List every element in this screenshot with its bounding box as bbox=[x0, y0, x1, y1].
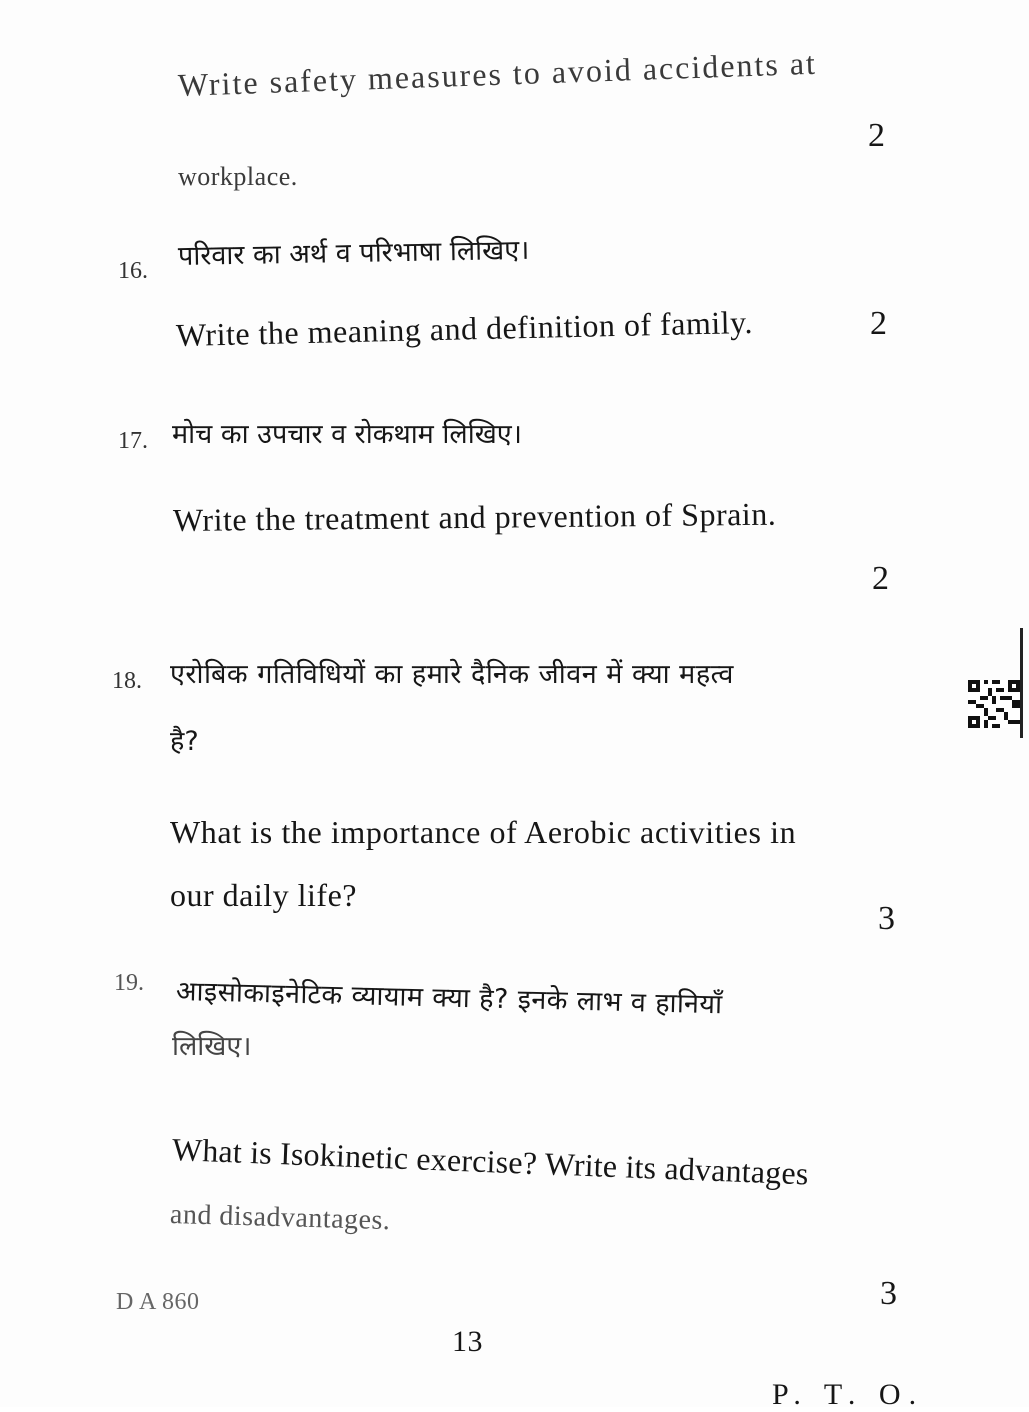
q19-hindi-line2: लिखिए। bbox=[172, 1031, 252, 1062]
qr-code-icon bbox=[968, 680, 1020, 728]
q18-number: 18. bbox=[112, 668, 142, 694]
q15-marks: 2 bbox=[868, 117, 885, 154]
q16-marks: 2 bbox=[870, 305, 887, 342]
q19-english-line2: and disadvantages. bbox=[169, 1199, 391, 1237]
q17-number: 17. bbox=[118, 428, 148, 454]
page-number: 13 bbox=[452, 1325, 483, 1358]
q17-hindi: मोच का उपचार व रोकथाम लिखिए। bbox=[172, 419, 522, 450]
q19-number: 19. bbox=[114, 970, 144, 996]
paper-code: D A 860 bbox=[116, 1289, 200, 1315]
q17-marks: 2 bbox=[872, 560, 889, 597]
q19-marks: 3 bbox=[880, 1275, 897, 1312]
q17-english: Write the treatment and prevention of Sprain. bbox=[172, 495, 777, 538]
q18-hindi-line1: एरोबिक गतिविधियों का हमारे दैनिक जीवन में क्या महत्व bbox=[170, 659, 734, 690]
q19-hindi-line1: आइसोकाइनेटिक व्यायाम क्या है? इनके लाभ व हानियाँ bbox=[175, 976, 723, 1021]
q18-marks: 3 bbox=[878, 900, 895, 937]
q16-number: 16. bbox=[118, 258, 148, 284]
q15-english-line1: Write safety measures to avoid accidents at bbox=[177, 44, 818, 103]
q16-hindi: परिवार का अर्थ व परिभाषा लिखिए। bbox=[177, 234, 530, 272]
pto-label: P. T. O. bbox=[772, 1378, 925, 1411]
q19-english-line1: What is Isokinetic exercise? Write its advantages bbox=[171, 1131, 810, 1192]
q18-english-line2: our daily life? bbox=[170, 877, 357, 913]
q18-hindi-line2: है? bbox=[170, 726, 199, 757]
q16-english: Write the meaning and definition of family. bbox=[175, 303, 754, 353]
page-edge-mark bbox=[1020, 628, 1023, 738]
q18-english-line1: What is the importance of Aerobic activities in bbox=[170, 814, 797, 850]
q15-english-line2: workplace. bbox=[178, 162, 298, 191]
